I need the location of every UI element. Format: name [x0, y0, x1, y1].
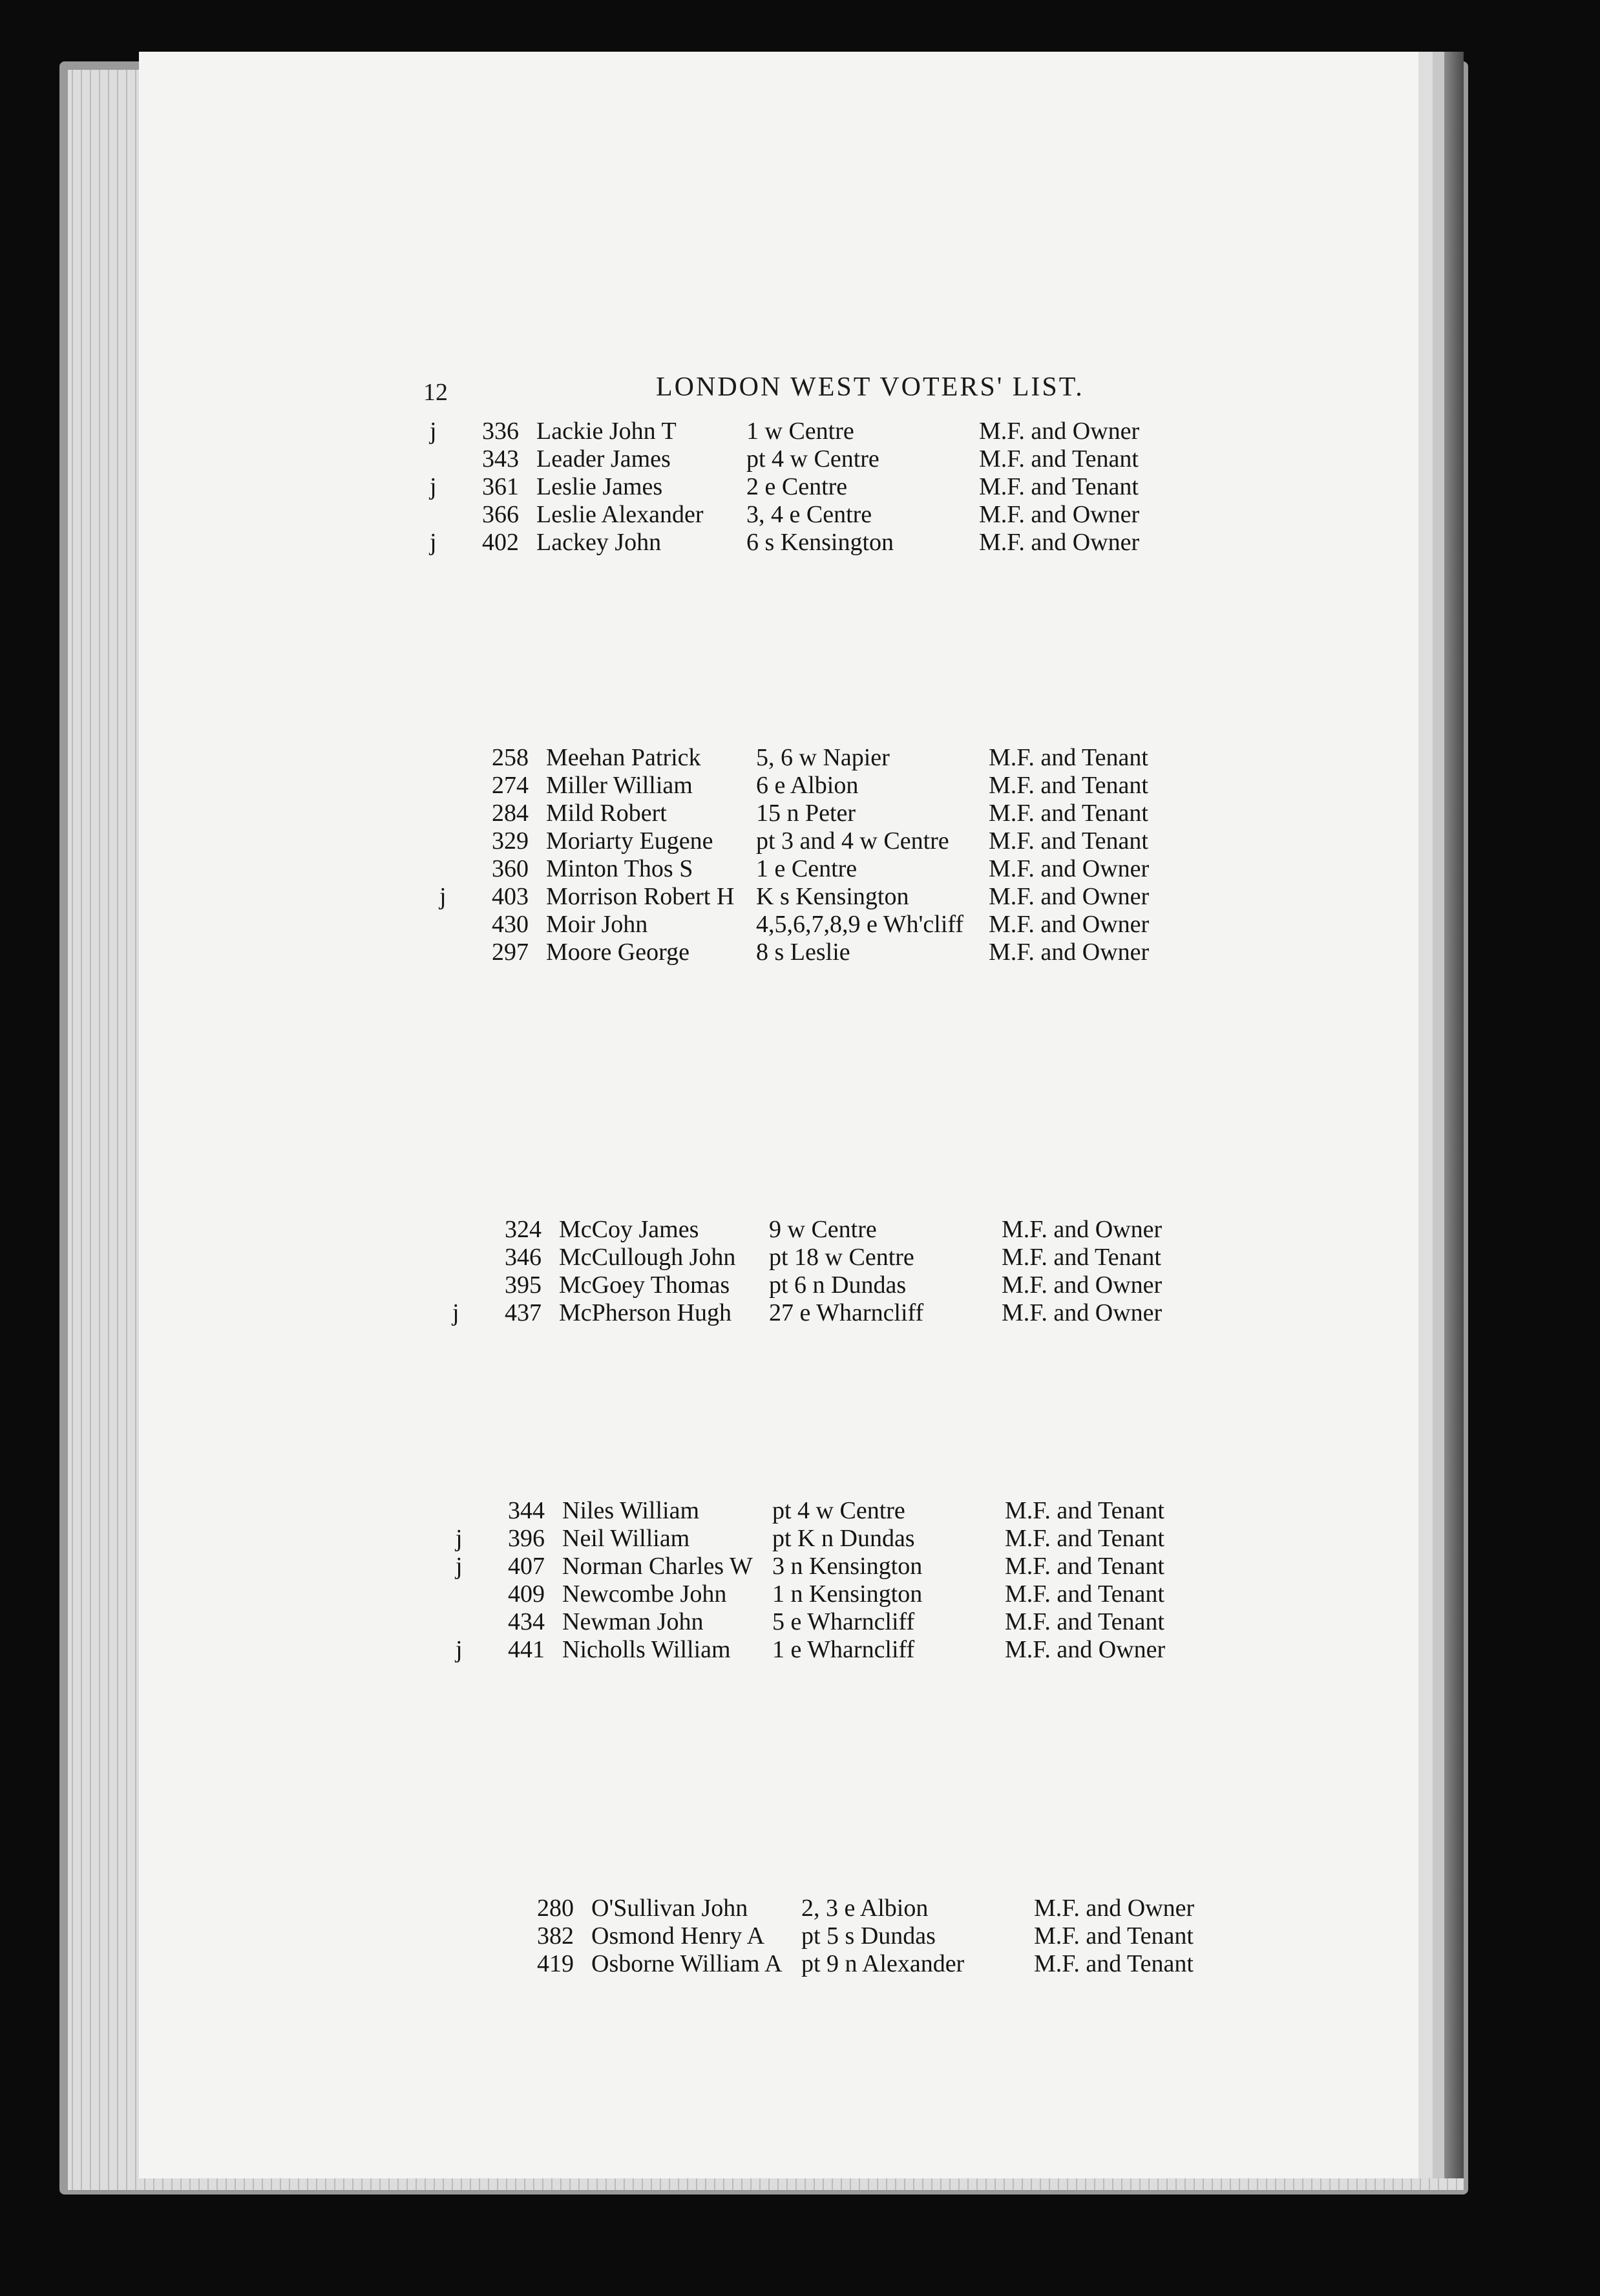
- voter-entry: [439, 799, 1344, 827]
- voter-entry: [456, 1608, 1360, 1636]
- voter-entry: [456, 1635, 1360, 1664]
- property-description: pt 9 n Alexander: [801, 1950, 965, 1977]
- property-description: pt 5 s Dundas: [801, 1922, 936, 1950]
- voter-entry: [439, 827, 1344, 855]
- voter-number: 434: [508, 1608, 545, 1635]
- voter-name: McCoy James: [559, 1216, 699, 1243]
- property-description: pt K n Dundas: [772, 1525, 915, 1552]
- voter-qualification: M.F. and Tenant: [1005, 1497, 1164, 1524]
- voter-number: 419: [537, 1950, 574, 1977]
- property-description: pt 4 w Centre: [746, 445, 879, 473]
- voter-number: 403: [492, 883, 529, 910]
- voter-qualification: M.F. and Owner: [1002, 1271, 1163, 1299]
- property-description: 2 e Centre: [746, 473, 848, 500]
- binding-gutter: [1444, 52, 1464, 2178]
- voter-number: 284: [492, 800, 529, 827]
- property-description: 3 n Kensington: [772, 1553, 923, 1580]
- voter-name: Osborne William A: [591, 1950, 783, 1977]
- voter-entry: [439, 938, 1344, 966]
- voter-number: 409: [508, 1580, 545, 1608]
- voter-qualification: M.F. and Owner: [979, 501, 1140, 528]
- juror-mark: j: [456, 1636, 463, 1663]
- property-description: 27 e Wharncliff: [769, 1299, 924, 1326]
- property-description: 8 s Leslie: [756, 939, 850, 966]
- juror-mark: j: [456, 1525, 463, 1552]
- running-title: LONDON WEST VOTERS' LIST.: [656, 372, 1084, 402]
- property-description: pt 4 w Centre: [772, 1497, 905, 1524]
- voter-entry: [456, 1552, 1360, 1580]
- voter-entry: [439, 855, 1344, 883]
- voter-name: McPherson Hugh: [559, 1299, 732, 1326]
- property-description: 2, 3 e Albion: [801, 1895, 929, 1922]
- voter-qualification: M.F. and Tenant: [979, 445, 1139, 473]
- voter-number: 280: [537, 1895, 574, 1922]
- voter-name: McGoey Thomas: [559, 1271, 730, 1299]
- property-description: 1 e Centre: [756, 855, 858, 882]
- voter-number: 274: [492, 772, 529, 799]
- voter-name: Leslie Alexander: [536, 501, 704, 528]
- voter-entry: [452, 1243, 1357, 1271]
- voter-name: O'Sullivan John: [591, 1895, 748, 1922]
- voter-number: 258: [492, 744, 529, 771]
- voter-entry: [452, 1215, 1357, 1244]
- voter-entry: [452, 1299, 1357, 1327]
- voter-name: Leader James: [536, 445, 671, 473]
- voter-name: Lackie John T: [536, 418, 677, 445]
- voter-number: 396: [508, 1525, 545, 1552]
- voter-entry: [485, 1922, 1389, 1950]
- voter-entry: [439, 882, 1344, 911]
- voter-entry: [452, 1271, 1357, 1299]
- voter-entry: [430, 473, 1334, 501]
- voter-number: 402: [482, 529, 519, 556]
- voter-name: Lackey John: [536, 529, 662, 556]
- scanned-page: [139, 52, 1444, 2178]
- voter-name: Meehan Patrick: [546, 744, 701, 771]
- property-description: pt 6 n Dundas: [769, 1271, 907, 1299]
- property-description: 5, 6 w Napier: [756, 744, 890, 771]
- voter-name: Neil William: [562, 1525, 690, 1552]
- property-description: 1 e Wharncliff: [772, 1636, 915, 1663]
- voter-name: Mild Robert: [546, 800, 667, 827]
- voter-number: 407: [508, 1553, 545, 1580]
- voter-name: Minton Thos S: [546, 855, 693, 882]
- voter-entry: [430, 445, 1334, 473]
- voter-number: 366: [482, 501, 519, 528]
- property-description: pt 18 w Centre: [769, 1244, 914, 1271]
- property-description: 6 e Albion: [756, 772, 859, 799]
- voter-qualification: M.F. and Tenant: [1034, 1922, 1194, 1950]
- voter-number: 324: [505, 1216, 542, 1243]
- voter-number: 437: [505, 1299, 542, 1326]
- voter-entry: [485, 1894, 1389, 1922]
- voter-qualification: M.F. and Tenant: [1002, 1244, 1161, 1271]
- juror-mark: j: [430, 418, 437, 445]
- juror-mark: j: [439, 883, 447, 910]
- voter-name: Leslie James: [536, 473, 663, 500]
- voter-qualification: M.F. and Tenant: [989, 744, 1148, 771]
- property-description: 4,5,6,7,8,9 e Wh'cliff: [756, 911, 963, 938]
- voter-qualification: M.F. and Tenant: [979, 473, 1139, 500]
- juror-mark: j: [430, 473, 437, 500]
- voter-name: Nicholls William: [562, 1636, 731, 1663]
- voter-qualification: M.F. and Owner: [1002, 1216, 1163, 1243]
- voter-qualification: M.F. and Tenant: [1005, 1553, 1164, 1580]
- property-description: 15 n Peter: [756, 800, 856, 827]
- voter-qualification: M.F. and Owner: [1005, 1636, 1166, 1663]
- voter-name: McCullough John: [559, 1244, 736, 1271]
- voter-entry: [430, 500, 1334, 529]
- voter-number: 360: [492, 855, 529, 882]
- voter-qualification: M.F. and Owner: [989, 911, 1150, 938]
- voter-number: 430: [492, 911, 529, 938]
- voter-qualification: M.F. and Tenant: [1005, 1580, 1164, 1608]
- voter-number: 329: [492, 827, 529, 855]
- voter-name: Newman John: [562, 1608, 704, 1635]
- voter-entry: [439, 910, 1344, 939]
- voter-number: 382: [537, 1922, 574, 1950]
- property-description: 1 w Centre: [746, 418, 854, 445]
- property-description: 3, 4 e Centre: [746, 501, 872, 528]
- property-description: 1 n Kensington: [772, 1580, 923, 1608]
- voter-entry: [456, 1496, 1360, 1525]
- voter-name: Moore George: [546, 939, 689, 966]
- voter-entry: [439, 771, 1344, 800]
- voter-number: 346: [505, 1244, 542, 1271]
- voter-entry: [485, 1950, 1389, 1978]
- voter-qualification: M.F. and Tenant: [989, 772, 1148, 799]
- voter-number: 395: [505, 1271, 542, 1299]
- voter-qualification: M.F. and Tenant: [989, 800, 1148, 827]
- voter-number: 441: [508, 1636, 545, 1663]
- voter-qualification: M.F. and Tenant: [989, 827, 1148, 855]
- juror-mark: j: [430, 529, 437, 556]
- voter-entry: [430, 528, 1334, 557]
- voter-qualification: M.F. and Owner: [989, 939, 1150, 966]
- voter-qualification: M.F. and Owner: [989, 855, 1150, 882]
- voter-number: 361: [482, 473, 519, 500]
- voter-qualification: M.F. and Tenant: [1005, 1608, 1164, 1635]
- voter-qualification: M.F. and Owner: [1034, 1895, 1195, 1922]
- voter-name: Osmond Henry A: [591, 1922, 765, 1950]
- voter-qualification: M.F. and Owner: [989, 883, 1150, 910]
- voter-qualification: M.F. and Owner: [979, 529, 1140, 556]
- juror-mark: j: [452, 1299, 459, 1326]
- page-number: 12: [423, 379, 448, 406]
- property-description: 9 w Centre: [769, 1216, 877, 1243]
- voter-entry: [456, 1580, 1360, 1608]
- voter-name: Moir John: [546, 911, 648, 938]
- voter-entry: [456, 1524, 1360, 1553]
- voter-name: Niles William: [562, 1497, 700, 1524]
- voter-number: 343: [482, 445, 519, 473]
- voter-entry: [439, 743, 1344, 772]
- voter-qualification: M.F. and Owner: [979, 418, 1140, 445]
- voter-number: 344: [508, 1497, 545, 1524]
- property-description: 5 e Wharncliff: [772, 1608, 915, 1635]
- voter-name: Miller William: [546, 772, 693, 799]
- property-description: pt 3 and 4 w Centre: [756, 827, 949, 855]
- voter-entry: [430, 417, 1334, 445]
- voter-qualification: M.F. and Owner: [1002, 1299, 1163, 1326]
- juror-mark: j: [456, 1553, 463, 1580]
- property-description: 6 s Kensington: [746, 529, 894, 556]
- voter-name: Norman Charles W: [562, 1553, 753, 1580]
- voter-number: 336: [482, 418, 519, 445]
- voter-name: Moriarty Eugene: [546, 827, 713, 855]
- voter-qualification: M.F. and Tenant: [1005, 1525, 1164, 1552]
- voter-qualification: M.F. and Tenant: [1034, 1950, 1194, 1977]
- property-description: K s Kensington: [756, 883, 909, 910]
- voter-name: Newcombe John: [562, 1580, 727, 1608]
- voter-name: Morrison Robert H: [546, 883, 735, 910]
- voter-number: 297: [492, 939, 529, 966]
